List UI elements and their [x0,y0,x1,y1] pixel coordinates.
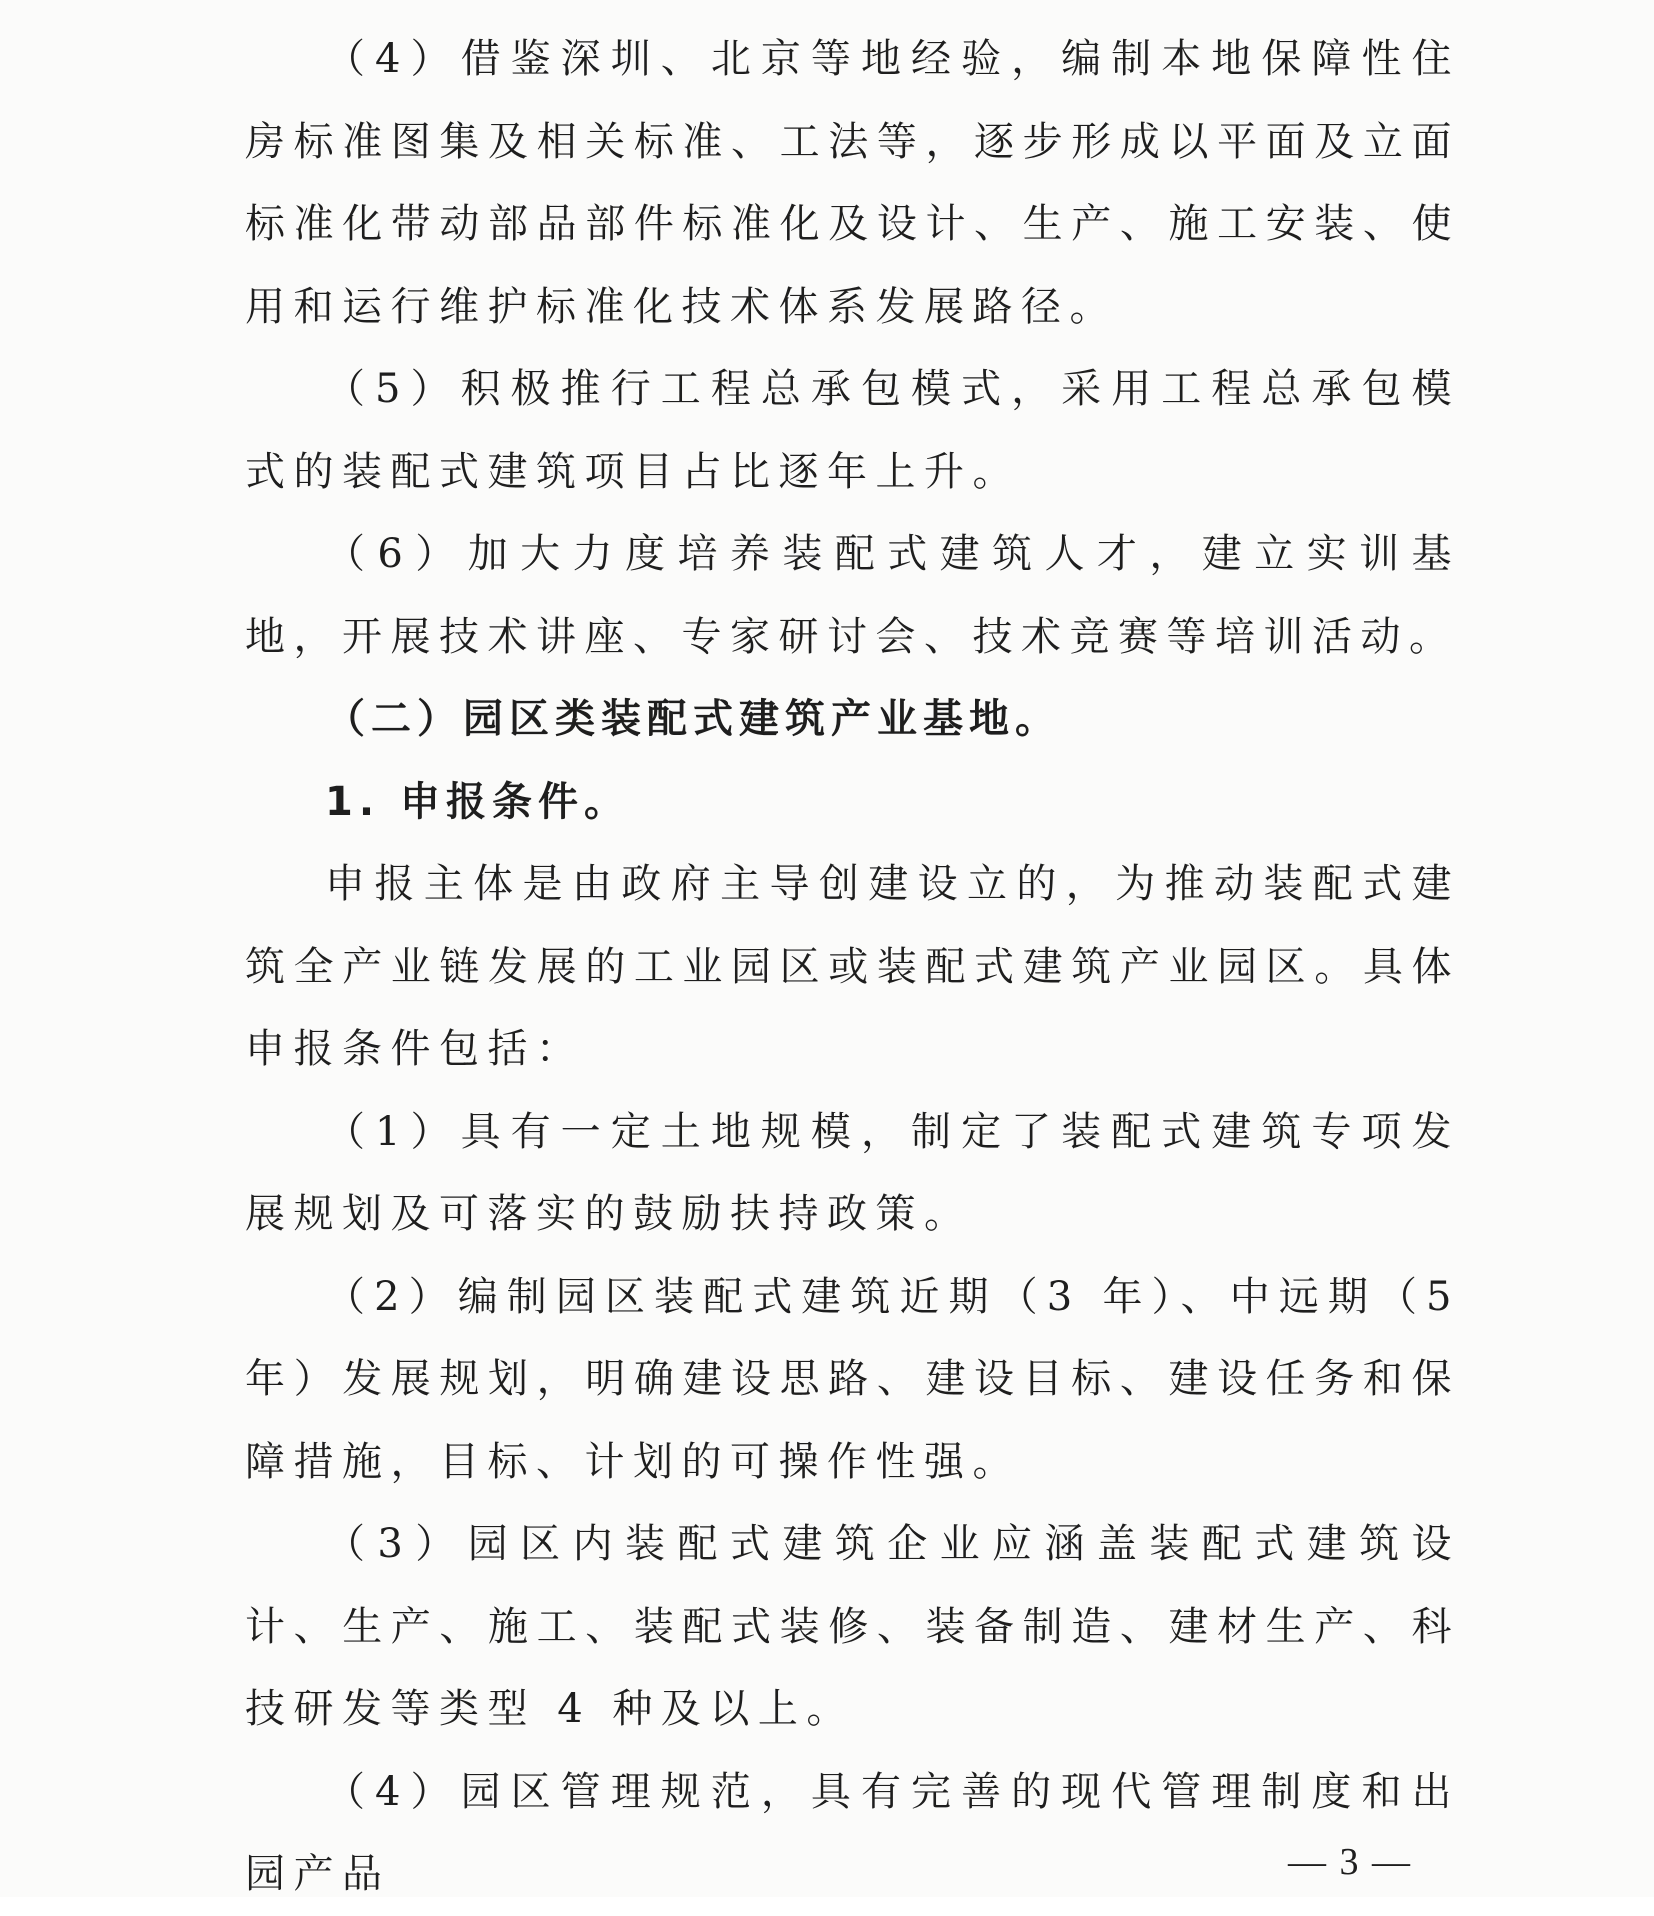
paragraph-item-6: （6）加大力度培养装配式建筑人才，建立实训基地，开展技术讲座、专家研讨会、技术竞赛等培训活动。 [245,531,1460,660]
condition-item-3: （3）园区内装配式建筑企业应涵盖装配式建筑设计、生产、施工、装配式装修、装备制造、建材生产、科技研发等类型 4 种及以上。 [245,1521,1460,1732]
condition-item-4: （4）园区管理规范，具有完善的现代管理制度和出园产品 [245,1768,1460,1897]
paragraph-item-5: （5）积极推行工程总承包模式，采用工程总承包模式的装配式建筑项目占比逐年上升。 [245,366,1460,495]
condition-item-1: （1）具有一定土地规模，制定了装配式建筑专项发展规划及可落实的鼓励扶持政策。 [245,1108,1460,1237]
page-number: — 3 — [1288,1841,1412,1883]
condition-item-2: （2）编制园区装配式建筑近期（3 年）、中远期（5 年）发展规划，明确建设思路、建设目标、建设任务和保障措施，目标、计划的可操作性强。 [245,1273,1460,1485]
paragraph-item-4: （4）借鉴深圳、北京等地经验，编制本地保障性住房标准图集及相关标准、工法等，逐步形成以平面及立面标准化带动部品部件标准化及设计、生产、施工安装、使用和运行维护标准化技术体系发展路径。 [245,36,1460,330]
body-text [245,18,1460,1916]
subsection-heading: 1. 申报条件。 [325,778,630,825]
section-heading: （二）园区类装配式建筑产业基地。 [325,696,1061,742]
paragraph-applicant: 申报主体是由政府主导创建设立的，为推动装配式建筑全产业链发展的工业园区或装配式建筑产业园区。具体申报条件包括： [245,861,1460,1072]
